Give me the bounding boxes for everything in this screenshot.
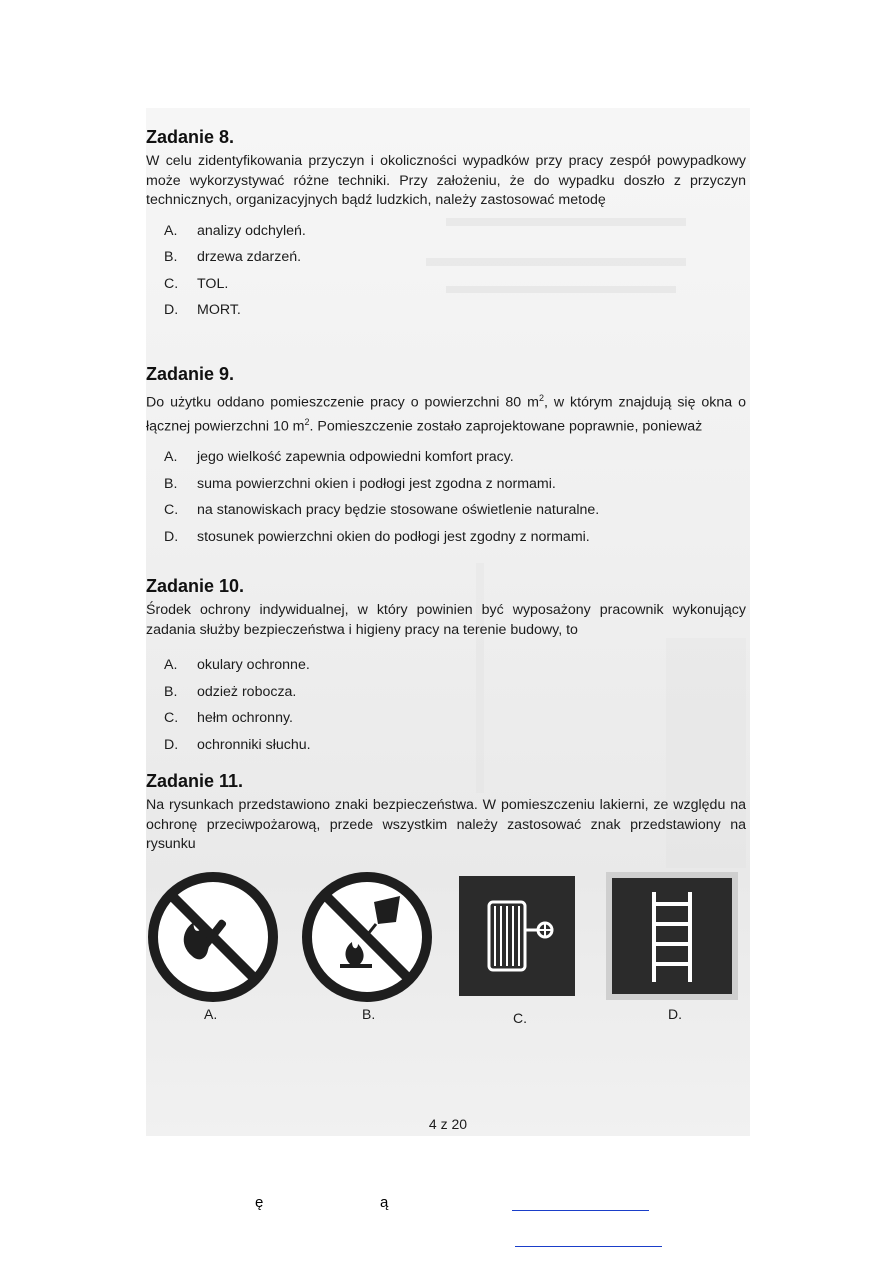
task-11 — [146, 770, 746, 855]
task-question: Środek ochrony indywidualnej, w który powinien być wyposażony pracownik wykonujący zadania służby bezpieczeństwa i higieny pracy na terenie budowy, to — [146, 602, 746, 638]
sign-label-d: D. — [668, 1006, 682, 1022]
task-title: Zadanie 11. — [146, 771, 244, 791]
footer-char: ą — [380, 1194, 389, 1211]
task-10 — [146, 575, 746, 758]
answer-options — [164, 652, 746, 758]
no-water-extinguishing-sign-icon — [302, 872, 432, 1002]
sign-label-c: C. — [513, 1010, 527, 1026]
footer-char: ę — [255, 1194, 264, 1211]
answer-option-c[interactable]: C. na stanowiskach pracy będzie stosowane oświetlenie naturalne. — [164, 502, 600, 519]
answer-option-d[interactable]: D. stosunek powierzchni okien do podłogi jest zgodny z normami. — [164, 528, 590, 545]
answer-options — [164, 218, 746, 324]
answer-option-b[interactable]: B. drzewa zdarzeń. — [164, 249, 302, 265]
task-question: Na rysunkach przedstawiono znaki bezpieczeństwa. W pomieszczeniu lakierni, ze względu na ochronę przeciwpożarową, przede wszystkim należy zastosować znak przedstawiony na rysunku — [146, 797, 746, 852]
answer-option-c[interactable]: C. TOL. — [164, 275, 229, 292]
no-open-flame-sign-icon — [148, 872, 278, 1002]
page-number: 4 z 20 — [428, 1116, 468, 1132]
fire-hose-reel-sign-icon — [459, 876, 575, 996]
task-title: Zadanie 8. — [146, 127, 235, 147]
task-question: Do użytku oddano pomieszczenie pracy o powierzchni 80 $m^2$, w którym znajdują się okna o łącznej powierzchni 10 $m^2$. Pomieszczenie zostało zaprojektowane poprawnie, ponieważ — [146, 393, 747, 435]
answer-option-a[interactable]: A. analizy odchyleń. — [164, 222, 306, 239]
sign-label-b: B. — [362, 1006, 376, 1022]
answer-option-b[interactable]: B. odzież robocza. — [164, 683, 297, 700]
footer-link-underline[interactable] — [512, 1210, 649, 1211]
answer-options — [164, 444, 746, 550]
scanned-page — [146, 108, 750, 1136]
sign-option-a[interactable] — [148, 872, 278, 1022]
answer-option-a[interactable]: A. okulary ochronne. — [164, 657, 310, 673]
answer-option-d[interactable]: D. MORT. — [164, 302, 241, 318]
answer-option-d[interactable]: D. ochronniki słuchu. — [164, 736, 311, 753]
task-title: Zadanie 9. — [146, 364, 235, 384]
task-question: W celu zidentyfikowania przyczyn i okoliczności wypadków przy pracy zespół powypadkowy może wykorzystywać różne techniki. Przy założeniu, że do wypadku doszło z przyczyn technicznych, organizacyjnych bądź ludzkich, należy zastosować metodę — [146, 153, 746, 208]
sign-option-d[interactable] — [606, 872, 738, 1022]
answer-option-c[interactable]: C. hełm ochronny. — [164, 710, 293, 726]
fire-ladder-sign-icon — [606, 872, 738, 1000]
answer-option-b[interactable]: B. suma powierzchni okien i podłogi jest zgodna z normami. — [164, 475, 556, 492]
task-8 — [146, 126, 746, 324]
safety-signs — [146, 868, 750, 1028]
footer-link-underline[interactable] — [515, 1246, 662, 1247]
task-9 — [146, 363, 746, 550]
sign-option-b[interactable] — [302, 872, 432, 1022]
sign-label-a: A. — [204, 1006, 218, 1022]
task-title: Zadanie 10. — [146, 576, 245, 596]
sign-option-c[interactable] — [459, 876, 575, 1026]
answer-option-a[interactable]: A. jego wielkość zapewnia odpowiedni komfort pracy. — [164, 449, 514, 466]
